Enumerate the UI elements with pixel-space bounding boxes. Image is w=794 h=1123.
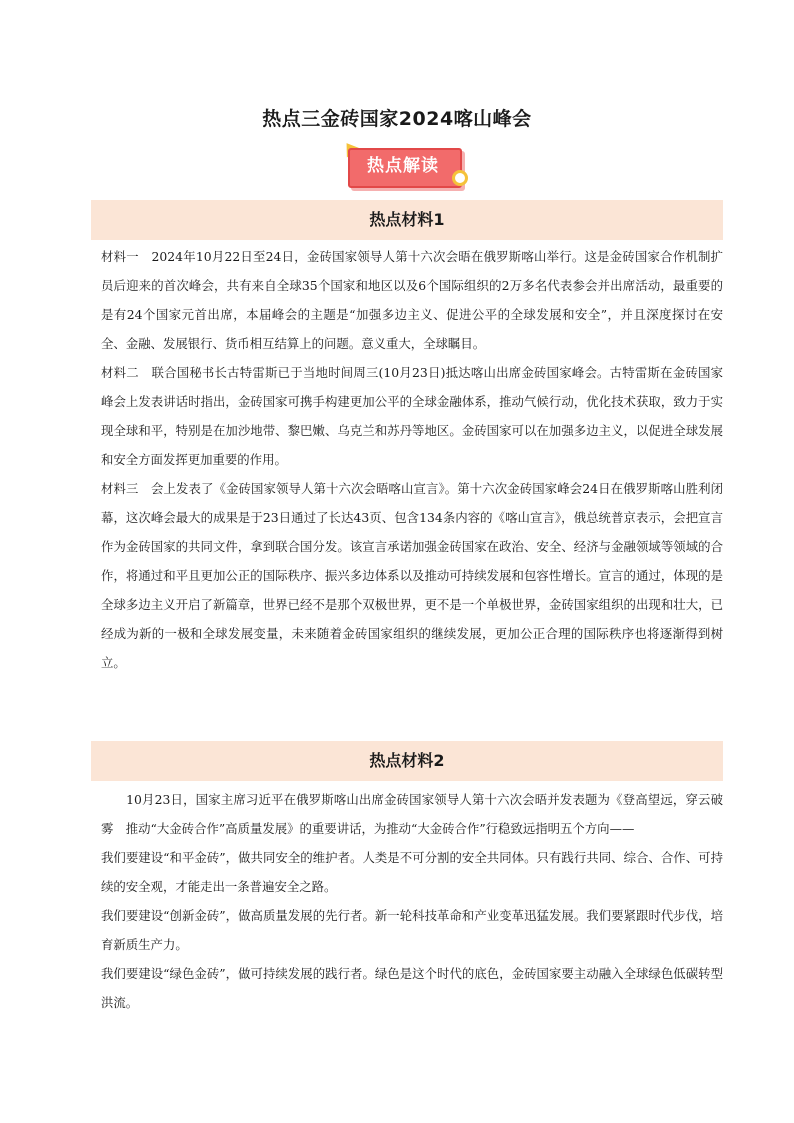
material-1-paragraph: 材料一 2024年10月22日至24日，金砖国家领导人第十六次会晤在俄罗斯喀山举行。这是金砖国家合作机制扩员后迎来的首次峰会，共有来自全球35个国家和地区以及6个国际组织的2万多名代表参会并出席活动，最重要的是有24个国家元首出席，本届峰会的主题是“加强多边主义、促进公平的全球发展和安全”，并且深度探讨在安全、金融、发展银行、货币相互结算上的问题。意义重大，全球瞩目。 <box>101 249 723 351</box>
page-title: 热点三金砖国家2024喀山峰会 <box>262 108 532 130</box>
ring-icon <box>452 170 468 186</box>
speech-intro-paragraph: 10月23日，国家主席习近平在俄罗斯喀山出席金砖国家领导人第十六次会晤并发表题为《登高望远，穿云破雾 推动“大金砖合作”高质量发展》的重要讲话，为推动“大金砖合作”行稳致远指明五个方向—— <box>101 792 723 836</box>
material-2-paragraph: 材料二 联合国秘书长古特雷斯已于当地时间周三(10月23日)抵达喀山出席金砖国家峰会。古特雷斯在金砖国家峰会上发表讲话时指出，金砖国家可携手构建更加公平的全球金融体系，推动气候行动，优化技术获取，致力于实现全球和平，特别是在加沙地带、黎巴嫩、乌克兰和苏丹等地区。金砖国家可以在加强多边主义，以促进全球发展和安全方面发挥更加重要的作用。 <box>101 365 723 467</box>
green-brics-paragraph: 我们要建设“绿色金砖”，做可持续发展的践行者。绿色是这个时代的底色，金砖国家要主动融入全球绿色低碳转型洪流。 <box>101 966 723 1010</box>
material-3-paragraph: 材料三 会上发表了《金砖国家领导人第十六次会晤喀山宣言》。第十六次金砖国家峰会24日在俄罗斯喀山胜利闭幕，这次峰会最大的成果是于23日通过了长达43页、包含134条内容的《喀山宣言》，俄总统普京表示，会把宣言作为金砖国家的共同文件，拿到联合国分发。该宣言承诺加强金砖国家在政治、安全、经济与金融领域等领域的合作，将通过和平且更加公正的国际秩序、振兴多边体系以及推动可持续发展和包容性增长。宣言的通过，体现的是全球多边主义开启了新篇章，世界已经不是那个双极世界，更不是一个单极世界，金砖国家组织的出现和壮大，已经成为新的一极和全球发展变量，未来随着金砖国家组织的继续发展，更加公正合理的国际秩序也将逐渐得到树立。 <box>101 481 723 670</box>
hot-topic-badge <box>340 142 472 192</box>
section-heading-1: 热点材料1 <box>91 200 723 240</box>
section-heading-2: 热点材料2 <box>91 741 723 781</box>
badge-label: 热点解读 <box>367 156 439 176</box>
peace-brics-paragraph: 我们要建设“和平金砖”，做共同安全的维护者。人类是不可分割的安全共同体。只有践行共同、综合、合作、可持续的安全观，才能走出一条普遍安全之路。 <box>101 850 723 894</box>
innovation-brics-paragraph: 我们要建设“创新金砖”，做高质量发展的先行者。新一轮科技革命和产业变革迅猛发展。我们要紧跟时代步伐，培育新质生产力。 <box>101 908 723 952</box>
